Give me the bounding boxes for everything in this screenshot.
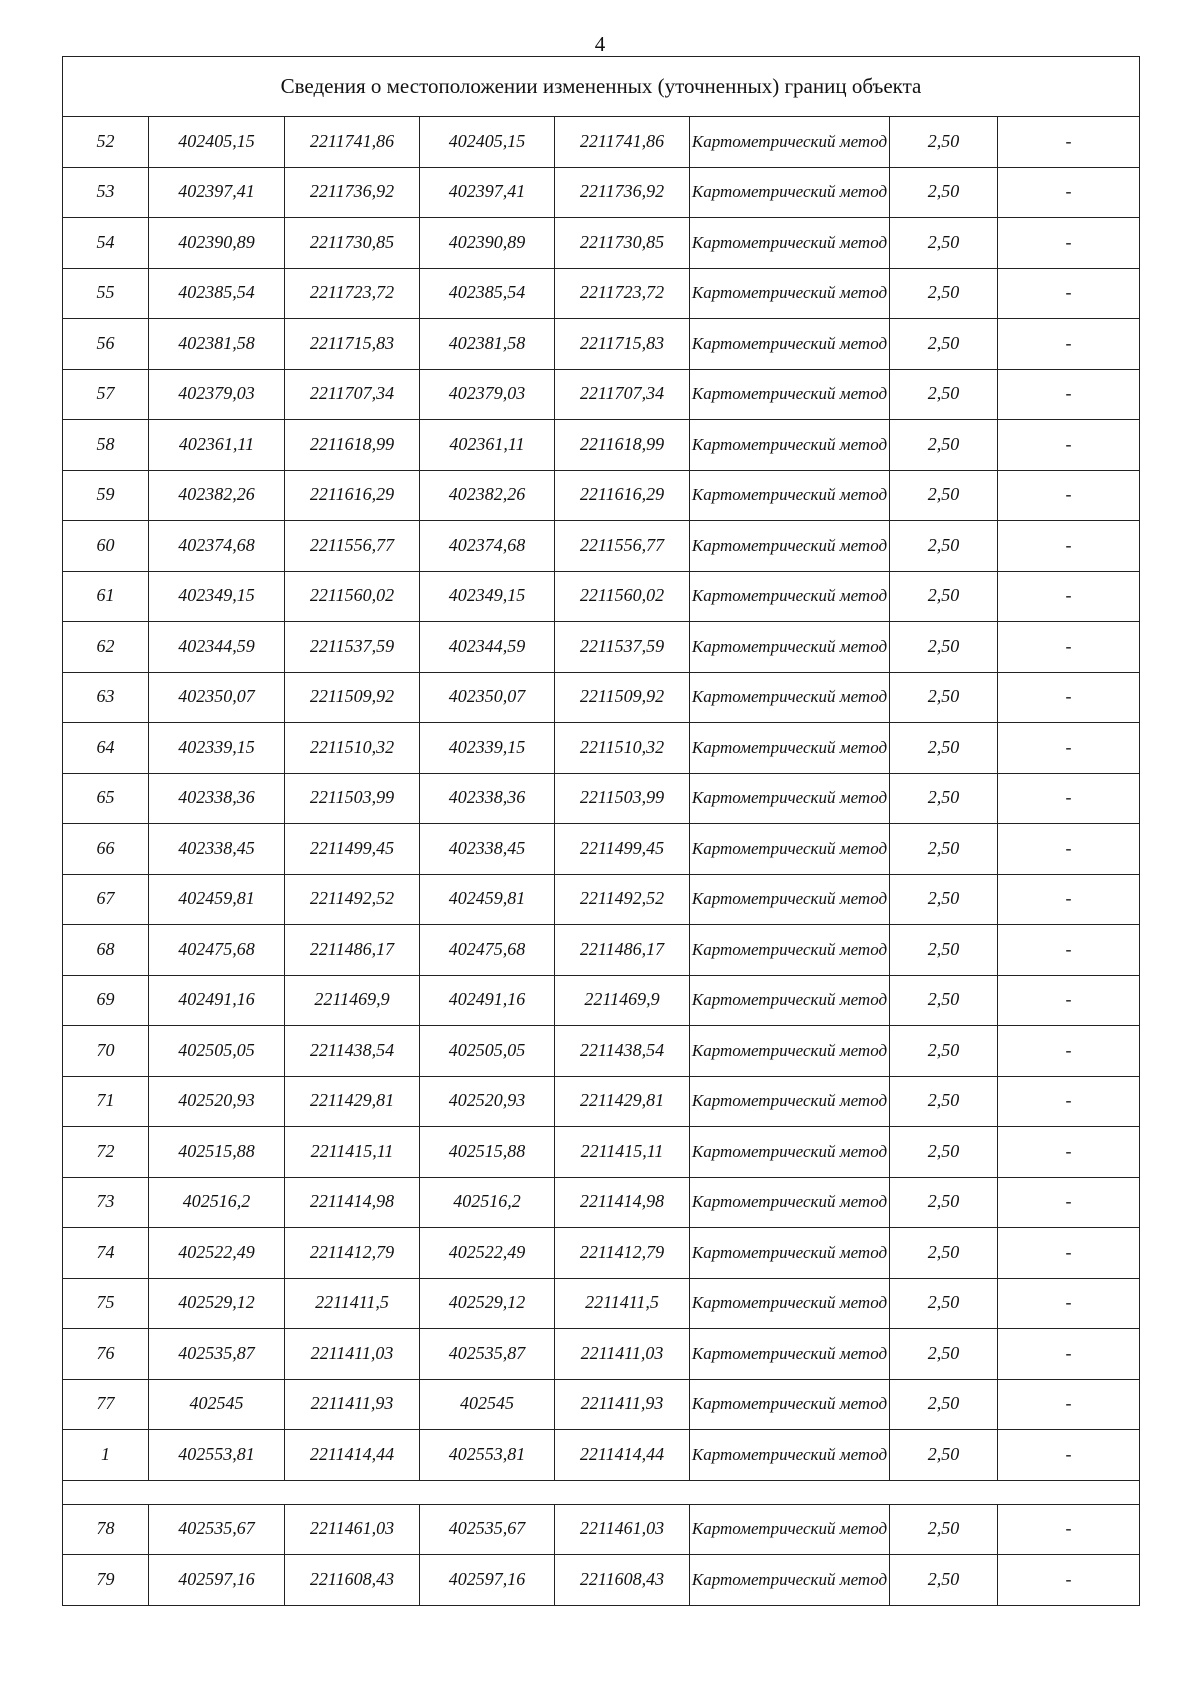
refined-x-cell: 402522,49 <box>420 1228 555 1279</box>
section-separator <box>63 1480 1140 1504</box>
point-number-cell: 79 <box>63 1555 149 1606</box>
existing-x-cell: 402390,89 <box>149 218 285 269</box>
note-cell: - <box>998 622 1140 673</box>
existing-y-cell: 2211412,79 <box>285 1228 420 1279</box>
point-number-cell: 58 <box>63 420 149 471</box>
existing-x-cell: 402382,26 <box>149 470 285 521</box>
refined-y-cell: 2211492,52 <box>555 874 690 925</box>
table-row <box>63 521 1140 572</box>
refined-y-cell: 2211715,83 <box>555 319 690 370</box>
existing-y-cell: 2211556,77 <box>285 521 420 572</box>
accuracy-cell: 2,50 <box>890 1504 998 1555</box>
refined-x-cell: 402529,12 <box>420 1278 555 1329</box>
point-number-cell: 76 <box>63 1329 149 1380</box>
refined-y-cell: 2211707,34 <box>555 369 690 420</box>
table-row <box>63 1555 1140 1606</box>
existing-y-cell: 2211469,9 <box>285 975 420 1026</box>
refined-y-cell: 2211412,79 <box>555 1228 690 1279</box>
refined-x-cell: 402361,11 <box>420 420 555 471</box>
existing-x-cell: 402338,45 <box>149 824 285 875</box>
table-row <box>63 1379 1140 1430</box>
table-row <box>63 319 1140 370</box>
point-number-cell: 78 <box>63 1504 149 1555</box>
page-number: 4 <box>594 32 606 56</box>
accuracy-cell: 2,50 <box>890 319 998 370</box>
note-cell: - <box>998 723 1140 774</box>
table-row <box>63 925 1140 976</box>
existing-y-cell: 2211429,81 <box>285 1076 420 1127</box>
existing-y-cell: 2211415,11 <box>285 1127 420 1178</box>
table-row <box>63 1076 1140 1127</box>
note-cell: - <box>998 1379 1140 1430</box>
existing-y-cell: 2211736,92 <box>285 167 420 218</box>
refined-y-cell: 2211411,93 <box>555 1379 690 1430</box>
accuracy-cell: 2,50 <box>890 1555 998 1606</box>
refined-x-cell: 402516,2 <box>420 1177 555 1228</box>
accuracy-cell: 2,50 <box>890 723 998 774</box>
existing-y-cell: 2211414,44 <box>285 1430 420 1481</box>
existing-y-cell: 2211723,72 <box>285 268 420 319</box>
existing-x-cell: 402516,2 <box>149 1177 285 1228</box>
existing-y-cell: 2211730,85 <box>285 218 420 269</box>
refined-x-cell: 402545 <box>420 1379 555 1430</box>
method-cell: Картометрический метод <box>690 117 890 168</box>
point-number-cell: 60 <box>63 521 149 572</box>
note-cell: - <box>998 319 1140 370</box>
table-row <box>63 1329 1140 1380</box>
table-row <box>63 1228 1140 1279</box>
point-number-cell: 77 <box>63 1379 149 1430</box>
note-cell: - <box>998 824 1140 875</box>
refined-x-cell: 402339,15 <box>420 723 555 774</box>
existing-y-cell: 2211486,17 <box>285 925 420 976</box>
section-separator-row <box>63 1480 1140 1504</box>
refined-y-cell: 2211618,99 <box>555 420 690 471</box>
refined-y-cell: 2211509,92 <box>555 672 690 723</box>
point-number-cell: 75 <box>63 1278 149 1329</box>
refined-x-cell: 402390,89 <box>420 218 555 269</box>
existing-y-cell: 2211537,59 <box>285 622 420 673</box>
existing-y-cell: 2211461,03 <box>285 1504 420 1555</box>
refined-y-cell: 2211723,72 <box>555 268 690 319</box>
existing-x-cell: 402339,15 <box>149 723 285 774</box>
accuracy-cell: 2,50 <box>890 420 998 471</box>
refined-x-cell: 402459,81 <box>420 874 555 925</box>
point-number-cell: 71 <box>63 1076 149 1127</box>
refined-y-cell: 2211560,02 <box>555 571 690 622</box>
method-cell: Картометрический метод <box>690 268 890 319</box>
note-cell: - <box>998 470 1140 521</box>
table-row <box>63 470 1140 521</box>
existing-y-cell: 2211707,34 <box>285 369 420 420</box>
point-number-cell: 62 <box>63 622 149 673</box>
refined-x-cell: 402491,16 <box>420 975 555 1026</box>
existing-x-cell: 402491,16 <box>149 975 285 1026</box>
refined-y-cell: 2211510,32 <box>555 723 690 774</box>
note-cell: - <box>998 1026 1140 1077</box>
method-cell: Картометрический метод <box>690 1379 890 1430</box>
point-number-cell: 73 <box>63 1177 149 1228</box>
accuracy-cell: 2,50 <box>890 773 998 824</box>
note-cell: - <box>998 925 1140 976</box>
existing-x-cell: 402535,67 <box>149 1504 285 1555</box>
existing-x-cell: 402597,16 <box>149 1555 285 1606</box>
existing-y-cell: 2211499,45 <box>285 824 420 875</box>
existing-y-cell: 2211618,99 <box>285 420 420 471</box>
point-number-cell: 53 <box>63 167 149 218</box>
note-cell: - <box>998 1177 1140 1228</box>
accuracy-cell: 2,50 <box>890 369 998 420</box>
point-number-cell: 57 <box>63 369 149 420</box>
point-number-cell: 69 <box>63 975 149 1026</box>
accuracy-cell: 2,50 <box>890 1278 998 1329</box>
note-cell: - <box>998 1555 1140 1606</box>
refined-x-cell: 402405,15 <box>420 117 555 168</box>
existing-x-cell: 402475,68 <box>149 925 285 976</box>
refined-x-cell: 402350,07 <box>420 672 555 723</box>
refined-y-cell: 2211503,99 <box>555 773 690 824</box>
refined-x-cell: 402553,81 <box>420 1430 555 1481</box>
existing-y-cell: 2211608,43 <box>285 1555 420 1606</box>
note-cell: - <box>998 1278 1140 1329</box>
existing-x-cell: 402350,07 <box>149 672 285 723</box>
refined-x-cell: 402349,15 <box>420 571 555 622</box>
table-row <box>63 874 1140 925</box>
note-cell: - <box>998 117 1140 168</box>
refined-y-cell: 2211537,59 <box>555 622 690 673</box>
note-cell: - <box>998 1329 1140 1380</box>
point-number-cell: 64 <box>63 723 149 774</box>
accuracy-cell: 2,50 <box>890 622 998 673</box>
existing-x-cell: 402361,11 <box>149 420 285 471</box>
method-cell: Картометрический метод <box>690 824 890 875</box>
table-row <box>63 1278 1140 1329</box>
accuracy-cell: 2,50 <box>890 1026 998 1077</box>
accuracy-cell: 2,50 <box>890 521 998 572</box>
method-cell: Картометрический метод <box>690 167 890 218</box>
refined-x-cell: 402397,41 <box>420 167 555 218</box>
accuracy-cell: 2,50 <box>890 1076 998 1127</box>
method-cell: Картометрический метод <box>690 571 890 622</box>
method-cell: Картометрический метод <box>690 975 890 1026</box>
refined-y-cell: 2211608,43 <box>555 1555 690 1606</box>
point-number-cell: 67 <box>63 874 149 925</box>
method-cell: Картометрический метод <box>690 1555 890 1606</box>
point-number-cell: 59 <box>63 470 149 521</box>
method-cell: Картометрический метод <box>690 1278 890 1329</box>
refined-y-cell: 2211736,92 <box>555 167 690 218</box>
existing-x-cell: 402459,81 <box>149 874 285 925</box>
method-cell: Картометрический метод <box>690 1076 890 1127</box>
point-number-cell: 74 <box>63 1228 149 1279</box>
refined-y-cell: 2211411,03 <box>555 1329 690 1380</box>
table-row <box>63 1127 1140 1178</box>
note-cell: - <box>998 975 1140 1026</box>
method-cell: Картометрический метод <box>690 874 890 925</box>
existing-y-cell: 2211411,03 <box>285 1329 420 1380</box>
table-row <box>63 268 1140 319</box>
table-row <box>63 975 1140 1026</box>
refined-y-cell: 2211438,54 <box>555 1026 690 1077</box>
note-cell: - <box>998 218 1140 269</box>
method-cell: Картометрический метод <box>690 1228 890 1279</box>
method-cell: Картометрический метод <box>690 218 890 269</box>
existing-x-cell: 402374,68 <box>149 521 285 572</box>
point-number-cell: 54 <box>63 218 149 269</box>
existing-x-cell: 402397,41 <box>149 167 285 218</box>
refined-x-cell: 402505,05 <box>420 1026 555 1077</box>
refined-x-cell: 402597,16 <box>420 1555 555 1606</box>
accuracy-cell: 2,50 <box>890 571 998 622</box>
refined-y-cell: 2211461,03 <box>555 1504 690 1555</box>
refined-x-cell: 402475,68 <box>420 925 555 976</box>
method-cell: Картометрический метод <box>690 1504 890 1555</box>
existing-y-cell: 2211411,93 <box>285 1379 420 1430</box>
existing-y-cell: 2211616,29 <box>285 470 420 521</box>
point-number-cell: 65 <box>63 773 149 824</box>
method-cell: Картометрический метод <box>690 622 890 673</box>
table-title-row <box>63 57 1140 117</box>
refined-y-cell: 2211415,11 <box>555 1127 690 1178</box>
method-cell: Картометрический метод <box>690 1127 890 1178</box>
refined-y-cell: 2211730,85 <box>555 218 690 269</box>
point-number-cell: 66 <box>63 824 149 875</box>
note-cell: - <box>998 268 1140 319</box>
existing-x-cell: 402553,81 <box>149 1430 285 1481</box>
point-number-cell: 63 <box>63 672 149 723</box>
refined-y-cell: 2211556,77 <box>555 521 690 572</box>
accuracy-cell: 2,50 <box>890 975 998 1026</box>
method-cell: Картометрический метод <box>690 319 890 370</box>
existing-y-cell: 2211492,52 <box>285 874 420 925</box>
note-cell: - <box>998 672 1140 723</box>
existing-y-cell: 2211503,99 <box>285 773 420 824</box>
existing-x-cell: 402535,87 <box>149 1329 285 1380</box>
method-cell: Картометрический метод <box>690 1430 890 1481</box>
note-cell: - <box>998 1430 1140 1481</box>
method-cell: Картометрический метод <box>690 521 890 572</box>
point-number-cell: 52 <box>63 117 149 168</box>
refined-y-cell: 2211741,86 <box>555 117 690 168</box>
method-cell: Картометрический метод <box>690 1329 890 1380</box>
accuracy-cell: 2,50 <box>890 1430 998 1481</box>
refined-x-cell: 402374,68 <box>420 521 555 572</box>
refined-x-cell: 402385,54 <box>420 268 555 319</box>
refined-y-cell: 2211486,17 <box>555 925 690 976</box>
point-number-cell: 61 <box>63 571 149 622</box>
existing-y-cell: 2211715,83 <box>285 319 420 370</box>
existing-y-cell: 2211560,02 <box>285 571 420 622</box>
accuracy-cell: 2,50 <box>890 218 998 269</box>
note-cell: - <box>998 571 1140 622</box>
method-cell: Картометрический метод <box>690 773 890 824</box>
note-cell: - <box>998 1504 1140 1555</box>
existing-y-cell: 2211414,98 <box>285 1177 420 1228</box>
point-number-cell: 70 <box>63 1026 149 1077</box>
existing-y-cell: 2211510,32 <box>285 723 420 774</box>
accuracy-cell: 2,50 <box>890 1379 998 1430</box>
existing-y-cell: 2211509,92 <box>285 672 420 723</box>
note-cell: - <box>998 1076 1140 1127</box>
existing-y-cell: 2211438,54 <box>285 1026 420 1077</box>
note-cell: - <box>998 420 1140 471</box>
refined-x-cell: 402515,88 <box>420 1127 555 1178</box>
refined-x-cell: 402381,58 <box>420 319 555 370</box>
refined-y-cell: 2211414,44 <box>555 1430 690 1481</box>
existing-y-cell: 2211741,86 <box>285 117 420 168</box>
refined-y-cell: 2211469,9 <box>555 975 690 1026</box>
existing-x-cell: 402520,93 <box>149 1076 285 1127</box>
table-row <box>63 218 1140 269</box>
table-row <box>63 571 1140 622</box>
refined-y-cell: 2211616,29 <box>555 470 690 521</box>
method-cell: Картометрический метод <box>690 723 890 774</box>
refined-x-cell: 402344,59 <box>420 622 555 673</box>
existing-x-cell: 402545 <box>149 1379 285 1430</box>
table-row <box>63 672 1140 723</box>
note-cell: - <box>998 874 1140 925</box>
existing-y-cell: 2211411,5 <box>285 1278 420 1329</box>
existing-x-cell: 402385,54 <box>149 268 285 319</box>
accuracy-cell: 2,50 <box>890 167 998 218</box>
refined-y-cell: 2211414,98 <box>555 1177 690 1228</box>
method-cell: Картометрический метод <box>690 420 890 471</box>
note-cell: - <box>998 369 1140 420</box>
refined-x-cell: 402379,03 <box>420 369 555 420</box>
refined-x-cell: 402382,26 <box>420 470 555 521</box>
existing-x-cell: 402405,15 <box>149 117 285 168</box>
note-cell: - <box>998 1127 1140 1178</box>
refined-x-cell: 402520,93 <box>420 1076 555 1127</box>
method-cell: Картометрический метод <box>690 369 890 420</box>
refined-x-cell: 402535,87 <box>420 1329 555 1380</box>
point-number-cell: 55 <box>63 268 149 319</box>
refined-y-cell: 2211429,81 <box>555 1076 690 1127</box>
point-number-cell: 72 <box>63 1127 149 1178</box>
refined-x-cell: 402535,67 <box>420 1504 555 1555</box>
point-number-cell: 1 <box>63 1430 149 1481</box>
point-number-cell: 68 <box>63 925 149 976</box>
existing-x-cell: 402515,88 <box>149 1127 285 1178</box>
accuracy-cell: 2,50 <box>890 925 998 976</box>
table-title: Сведения о местоположении измененных (уточненных) границ объекта <box>63 57 1140 117</box>
method-cell: Картометрический метод <box>690 672 890 723</box>
note-cell: - <box>998 521 1140 572</box>
existing-x-cell: 402381,58 <box>149 319 285 370</box>
existing-x-cell: 402344,59 <box>149 622 285 673</box>
accuracy-cell: 2,50 <box>890 1127 998 1178</box>
method-cell: Картометрический метод <box>690 1026 890 1077</box>
table-row <box>63 117 1140 168</box>
refined-y-cell: 2211411,5 <box>555 1278 690 1329</box>
accuracy-cell: 2,50 <box>890 1329 998 1380</box>
boundary-coordinates-table <box>62 56 1140 1606</box>
accuracy-cell: 2,50 <box>890 470 998 521</box>
accuracy-cell: 2,50 <box>890 672 998 723</box>
existing-x-cell: 402529,12 <box>149 1278 285 1329</box>
method-cell: Картометрический метод <box>690 470 890 521</box>
existing-x-cell: 402379,03 <box>149 369 285 420</box>
table-row <box>63 773 1140 824</box>
table-row <box>63 1177 1140 1228</box>
method-cell: Картометрический метод <box>690 1177 890 1228</box>
table-row <box>63 420 1140 471</box>
method-cell: Картометрический метод <box>690 925 890 976</box>
note-cell: - <box>998 167 1140 218</box>
table-row <box>63 167 1140 218</box>
table-row <box>63 824 1140 875</box>
table-row <box>63 1430 1140 1481</box>
accuracy-cell: 2,50 <box>890 1177 998 1228</box>
accuracy-cell: 2,50 <box>890 824 998 875</box>
existing-x-cell: 402338,36 <box>149 773 285 824</box>
table-row <box>63 1504 1140 1555</box>
accuracy-cell: 2,50 <box>890 1228 998 1279</box>
note-cell: - <box>998 773 1140 824</box>
existing-x-cell: 402522,49 <box>149 1228 285 1279</box>
accuracy-cell: 2,50 <box>890 117 998 168</box>
accuracy-cell: 2,50 <box>890 874 998 925</box>
note-cell: - <box>998 1228 1140 1279</box>
refined-x-cell: 402338,45 <box>420 824 555 875</box>
accuracy-cell: 2,50 <box>890 268 998 319</box>
existing-x-cell: 402505,05 <box>149 1026 285 1077</box>
table-row <box>63 723 1140 774</box>
table-row <box>63 1026 1140 1077</box>
refined-y-cell: 2211499,45 <box>555 824 690 875</box>
point-number-cell: 56 <box>63 319 149 370</box>
existing-x-cell: 402349,15 <box>149 571 285 622</box>
table-row <box>63 369 1140 420</box>
table-row <box>63 622 1140 673</box>
refined-x-cell: 402338,36 <box>420 773 555 824</box>
